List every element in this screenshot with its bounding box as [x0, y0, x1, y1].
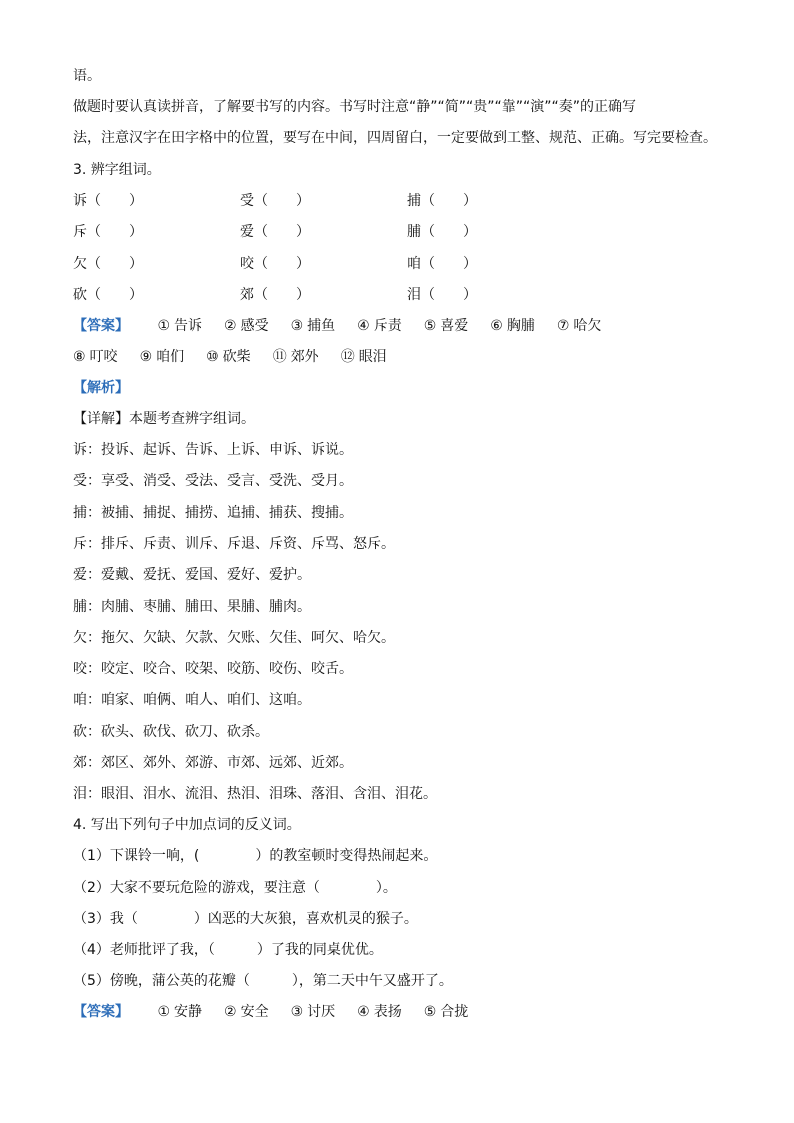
answer-item — [424, 315, 469, 337]
answer-number: ⑤ — [423, 318, 437, 334]
answer-word: 告诉 — [174, 318, 203, 334]
explanation-line: 捕：被捕、捕捉、捕捞、追捕、捕获、搜捕。 — [73, 504, 353, 521]
q3-cell: 欠（ ） — [73, 256, 143, 272]
answer-number: ③ — [290, 1004, 304, 1020]
q3-cell: 诉（ ） — [73, 193, 143, 209]
answer-item — [341, 346, 387, 368]
answer-word: 叮咬 — [89, 349, 118, 365]
answer-number: ⑦ — [556, 318, 570, 334]
answer-item — [273, 346, 319, 368]
answer-item — [157, 1001, 202, 1023]
answer-item — [206, 346, 251, 368]
explanation-line: 泪：眼泪、泪水、流泪、热泪、泪珠、落泪、含泪、泪花。 — [73, 786, 437, 803]
answer-number: ⑤ — [423, 1004, 437, 1020]
detail-line: 【详解】本题考查辨字组词。 — [73, 411, 255, 427]
answer-word: 表扬 — [373, 1004, 402, 1020]
q3-title: 3. 辨字组词。 — [73, 162, 161, 178]
q4-item: （5）傍晚，蒲公英的花瓣（ ），第二天中午又盛开了。 — [73, 973, 453, 989]
note-line-2: 法，注意汉字在田字格中的位置，要写在中间，四周留白，一定要做到工整、规范、正确。写完要检查。 — [73, 130, 717, 146]
explanation-line: 爱：爱戴、爱抚、爱国、爱好、爱护。 — [73, 567, 311, 584]
explanation-line: 斥：排斥、斥责、训斥、斥退、斥资、斥骂、怒斥。 — [73, 535, 395, 552]
q3-answer-row-1 — [73, 315, 623, 337]
explanation-line: 砍：砍头、砍伐、砍刀、砍杀。 — [73, 723, 269, 740]
q3-cell: 郊（ ） — [240, 287, 310, 303]
q3-cell: 受（ ） — [240, 193, 310, 209]
answer-word: 感受 — [240, 318, 269, 334]
answer-item — [557, 315, 602, 337]
q4-item: （3）我（ ）凶恶的大灰狼，喜欢机灵的猴子。 — [73, 911, 418, 927]
explanation-line: 脯：肉脯、枣脯、脯田、果脯、脯肉。 — [73, 598, 311, 615]
note-line-1: 做题时要认真读拼音，了解要书写的内容。书写时注意“静”“简”“贵”“靠”“演”“奏”的正确写 — [73, 99, 637, 115]
answer-number: ② — [224, 318, 237, 334]
answer-word: 胸脯 — [506, 318, 535, 334]
analysis-label-text: 【解析】 — [73, 380, 129, 396]
answer-number: ① — [157, 318, 171, 334]
answer-word: 斥责 — [373, 318, 402, 334]
answer-item — [490, 315, 535, 337]
q3-cell: 咱（ ） — [407, 256, 477, 272]
answer-word: 合拢 — [440, 1004, 469, 1020]
q3-cell: 脯（ ） — [407, 224, 477, 240]
answer-item — [357, 315, 402, 337]
answer-label: 【答案】 — [73, 318, 129, 334]
explanation-line: 咱：咱家、咱俩、咱人、咱们、这咱。 — [73, 692, 311, 709]
answer-item — [73, 346, 118, 368]
top-fragment: 语。 — [73, 68, 101, 84]
answer-number: ⑨ — [139, 349, 153, 365]
q4-item: （2）大家不要玩危险的游戏，要注意（ ）。 — [73, 880, 397, 896]
answer-word: 郊外 — [290, 349, 319, 365]
q3-cell: 咬（ ） — [240, 256, 310, 272]
answer-item — [157, 315, 202, 337]
answer-word: 眼泪 — [358, 349, 387, 365]
answer-item — [424, 1001, 469, 1023]
answer-word: 喜爱 — [440, 318, 469, 334]
q3-answer-row-2 — [73, 346, 409, 368]
explanation-line: 咬：咬定、咬合、咬架、咬筋、咬伤、咬舌。 — [73, 661, 353, 678]
answer-word: 咱们 — [156, 349, 185, 365]
q4-title: 4. 写出下列句子中加点词的反义词。 — [73, 817, 301, 833]
answer-number: ④ — [357, 318, 370, 334]
answer-word: 讨厌 — [307, 1004, 336, 1020]
explanation-line: 受：享受、消受、受法、受言、受洗、受月。 — [73, 473, 353, 490]
answer-number: ④ — [357, 1004, 370, 1020]
answer-number: ① — [157, 1004, 171, 1020]
answer-number: ⑪ — [272, 349, 287, 365]
answer-number: ③ — [290, 318, 304, 334]
explanation-line: 郊：郊区、郊外、郊游、市郊、远郊、近郊。 — [73, 755, 353, 771]
explanation-line: 欠：拖欠、欠缺、欠款、欠账、欠佳、呵欠、哈欠。 — [73, 629, 395, 646]
q4-item: （4）老师批评了我，（ ）了我的同桌优优。 — [73, 942, 383, 958]
answer-item — [291, 315, 336, 337]
answer-number: ⑫ — [340, 349, 355, 365]
q3-cell: 捕（ ） — [407, 193, 477, 209]
q3-cell: 斥（ ） — [73, 224, 143, 240]
q4-answer-row — [73, 1001, 490, 1023]
answer-item — [224, 315, 269, 337]
answer-word: 砍柴 — [222, 349, 251, 365]
answer-word: 安静 — [174, 1004, 203, 1020]
answer-number: ⑧ — [73, 349, 86, 365]
q4-item: （1）下课铃一响，( ）的教室顿时变得热闹起来。 — [73, 848, 438, 864]
q3-cell: 爱（ ） — [240, 224, 310, 240]
answer-label: 【答案】 — [73, 1004, 129, 1020]
answer-number: ② — [224, 1004, 237, 1020]
answer-number: ⑩ — [206, 349, 219, 365]
q3-cell: 泪（ ） — [407, 287, 477, 303]
explanation-line: 诉：投诉、起诉、告诉、上诉、申诉、诉说。 — [73, 442, 353, 458]
answer-item — [140, 346, 185, 368]
answer-word: 捕鱼 — [307, 318, 336, 334]
answer-item — [357, 1001, 402, 1023]
analysis-label — [73, 378, 129, 398]
answer-item — [291, 1001, 336, 1023]
answer-word: 哈欠 — [573, 318, 602, 334]
answer-number: ⑥ — [490, 318, 503, 334]
q3-cell: 砍（ ） — [73, 287, 143, 303]
answer-item — [224, 1001, 269, 1023]
answer-word: 安全 — [240, 1004, 269, 1020]
